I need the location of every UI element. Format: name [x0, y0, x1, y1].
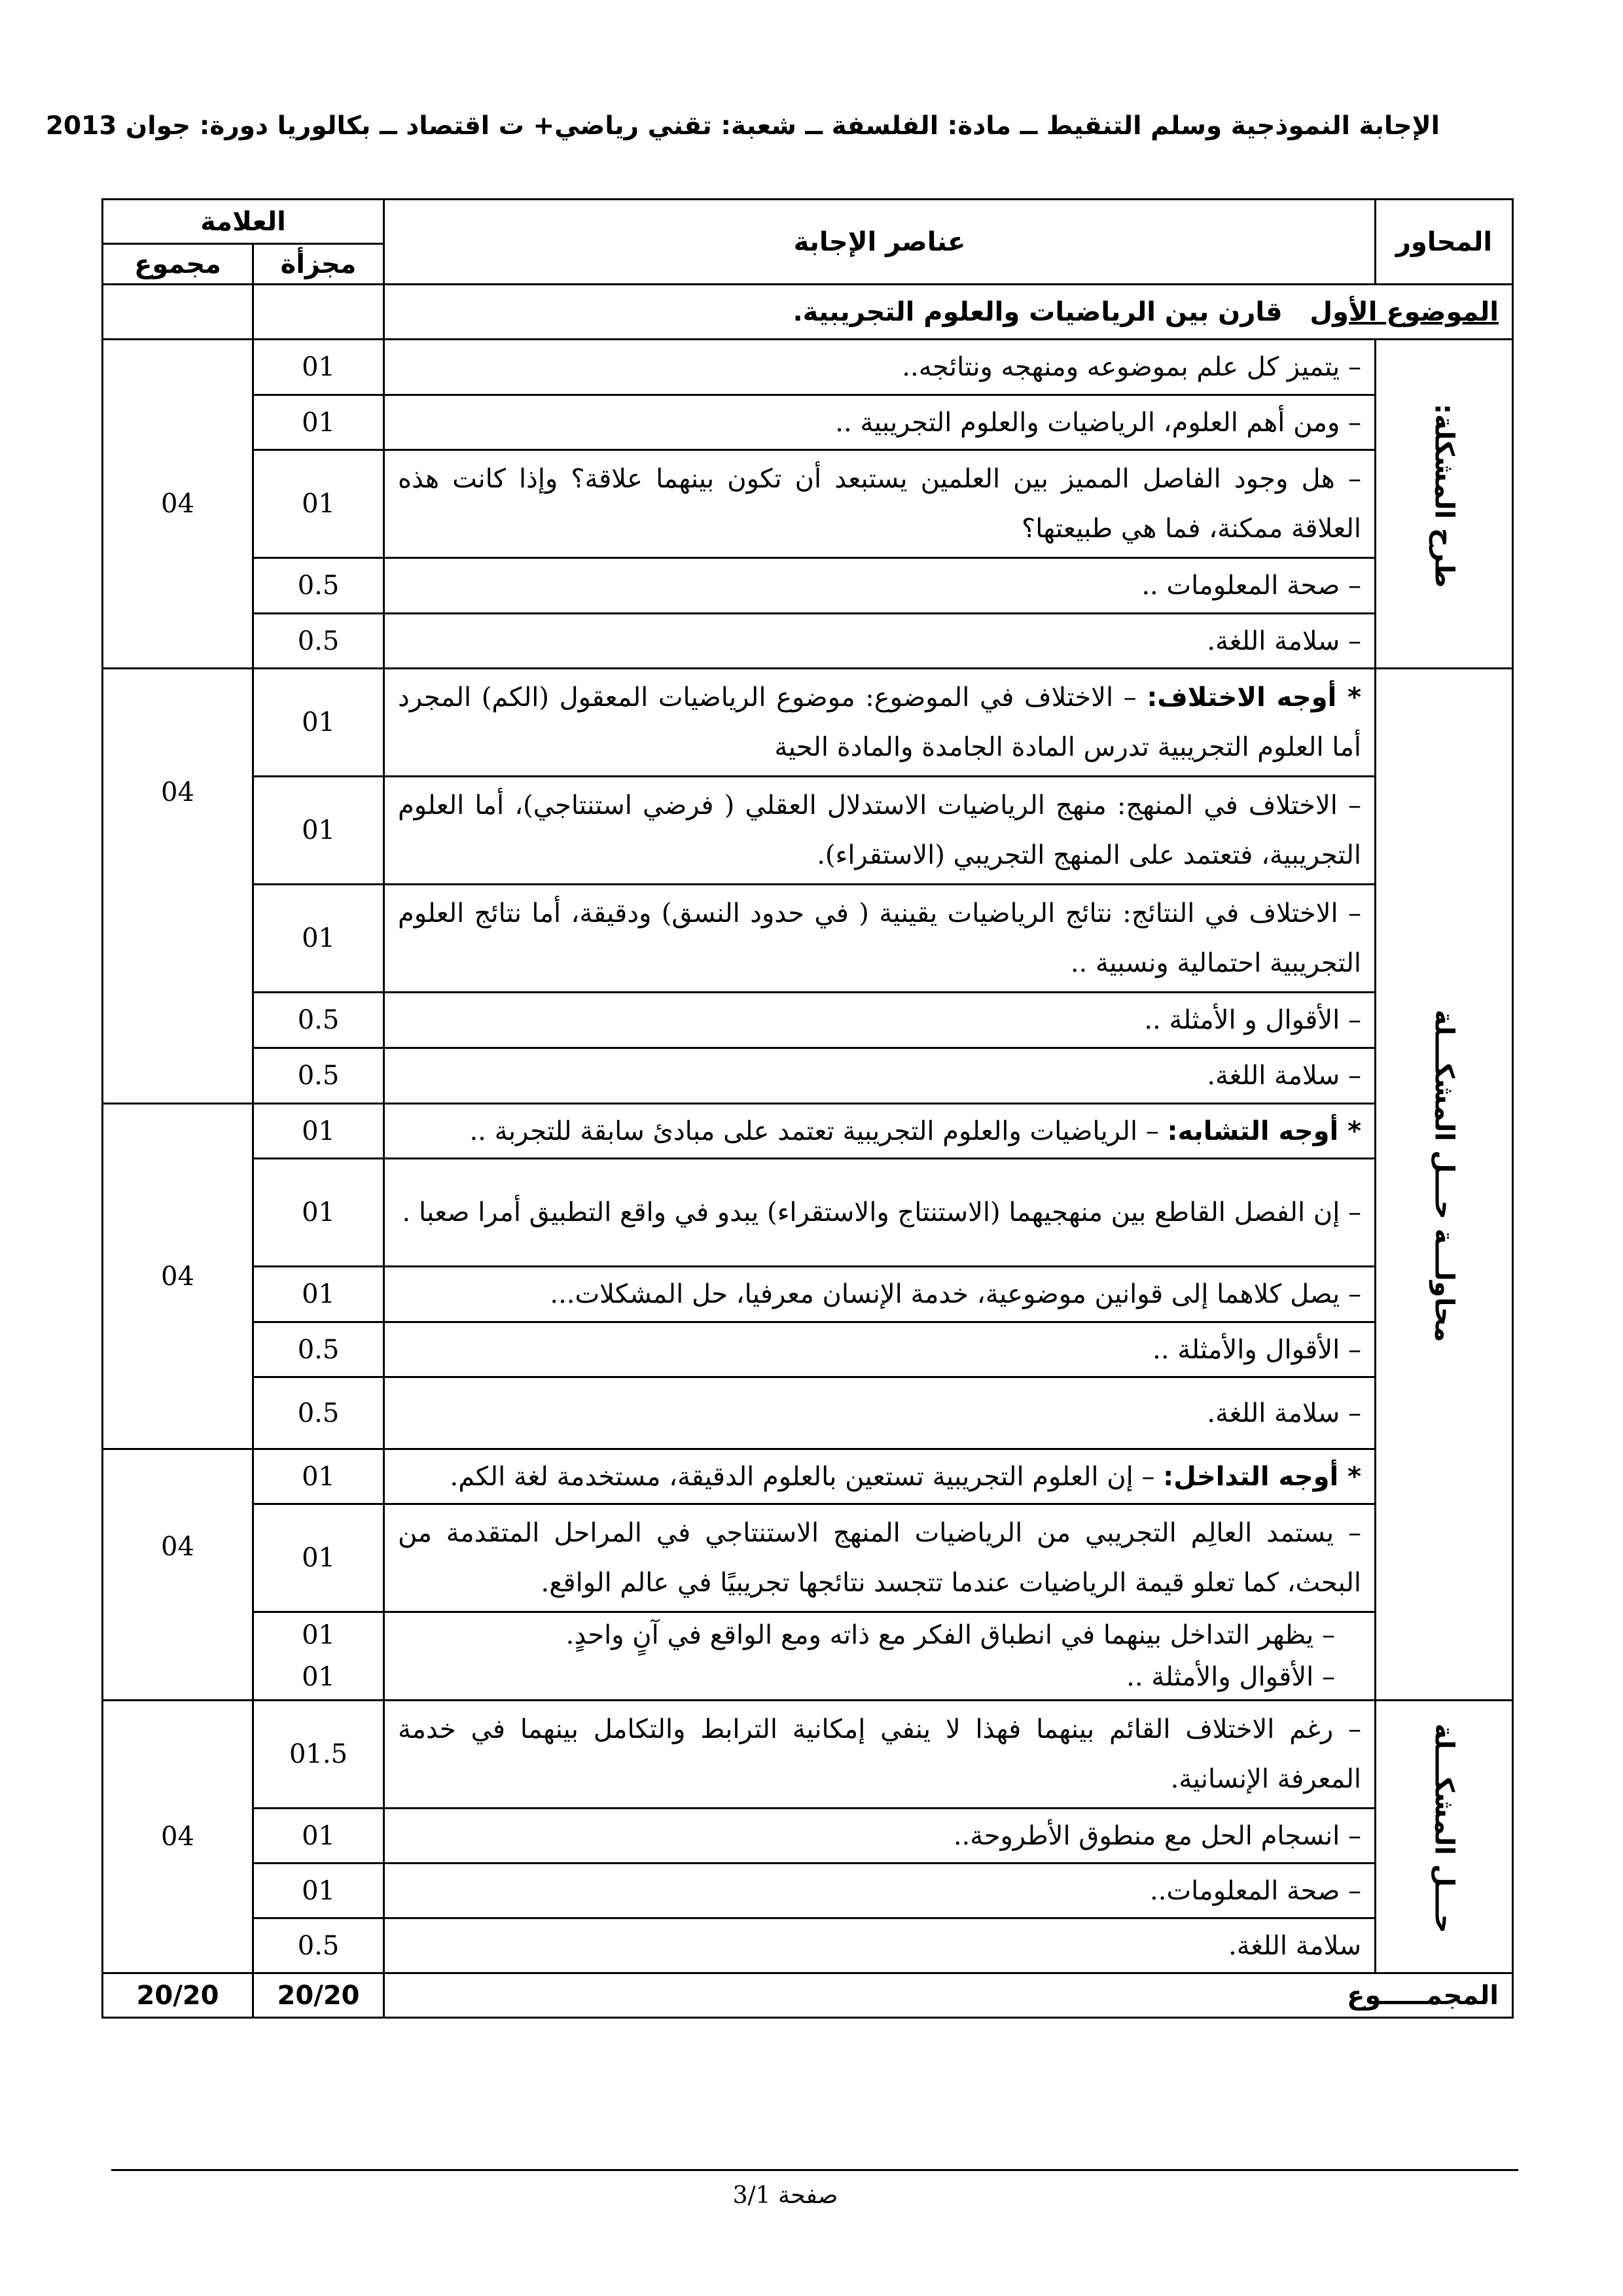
s2-text-5: – سلامة اللغة.: [384, 1048, 1376, 1104]
page-title: الإجابة النموذجية وسلم التنقيط ــ مادة: الفلسفة ــ شعبة: تقني رياضي+ ت اقتصاد ــ بكالوريا دورة: جوان 2013: [45, 111, 1440, 141]
s2-row-4: [103, 993, 1513, 1048]
s5-row-1: [103, 1701, 1513, 1809]
s4-grade-3: [253, 1612, 384, 1701]
s4-row-3: [103, 1612, 1513, 1701]
s2-grade-4: 0.5: [253, 993, 384, 1048]
s3-row-1: [103, 1104, 1513, 1159]
s2-text-1-body: – الاختلاف في الموضوع: موضوع الرياضيات المعقول (الكم) المجرد أما العلوم التجريبية تدرس المادة الجامدة والمادة الحية: [398, 682, 1362, 762]
s2-total: 04: [103, 669, 253, 1104]
axis-problem-statement: طرح المشكلة:: [1376, 340, 1513, 669]
topic-cell: [384, 285, 1513, 340]
s5-grade-3: 01: [253, 1863, 384, 1918]
s4-grade-1: 01: [253, 1449, 384, 1504]
footer-divider: [111, 2169, 1518, 2171]
s3-text-2: – إن الفصل القاطع بين منهجيهما (الاستنتاج والاستقراء) يبدو في واقع التطبيق أمرا صعبا .: [384, 1159, 1376, 1267]
s3-text-1: [384, 1104, 1376, 1159]
total-label: المجمـــــوع: [384, 1973, 1513, 2018]
topic-row: [103, 285, 1513, 340]
s5-text-1: – رغم الاختلاف القائم بينهما فهذا لا ينفي إمكانية الترابط والتكامل بينهما في خدمة المعرفة الإنسانية.: [384, 1701, 1376, 1809]
s2-grade-5: 0.5: [253, 1048, 384, 1104]
header-grade: العلامة: [103, 200, 384, 244]
s1-grade-1: 01: [253, 340, 384, 395]
s3-grade-3: 01: [253, 1267, 384, 1322]
s2-row-3: [103, 885, 1513, 993]
s5-row-4: [103, 1918, 1513, 1973]
s1-text-2: – ومن أهم العلوم، الرياضيات والعلوم التجريبية ..: [384, 395, 1376, 450]
s2-text-1: [384, 669, 1376, 777]
s5-text-3: – صحة المعلومات..: [384, 1863, 1376, 1918]
s4-text-2: – يستمد العالِم التجريبي من الرياضيات المنهج الاستنتاجي في المراحل المتقدمة من البحث، كما تعلو قيمة الرياضيات عندما تتجسد نتائجها تجريبيًا في عالم الواقع.: [384, 1504, 1376, 1612]
s5-grade-4: 0.5: [253, 1918, 384, 1973]
s3-grade-1: 01: [253, 1104, 384, 1159]
s1-row-4: [103, 558, 1513, 614]
s3-row-3: [103, 1267, 1513, 1322]
topic-text: قارن بين الرياضيات والعلوم التجريبية.: [793, 296, 1283, 327]
s2-grade-2: 01: [253, 777, 384, 885]
s1-grade-3: 01: [253, 450, 384, 558]
s5-grade-2: 01: [253, 1809, 384, 1863]
page-number: صفحة 3/1: [732, 2182, 838, 2209]
topic-label: الموضوع الأول: [1310, 296, 1499, 327]
s3-grade-2: 01: [253, 1159, 384, 1267]
s4-grade-3a: 01: [302, 1620, 335, 1650]
s1-row-5: [103, 614, 1513, 669]
header-partial: مجزأة: [253, 244, 384, 285]
s2-text-2: – الاختلاف في المنهج: منهج الرياضيات الاستدلال العقلي ( فرضي استنتاجي)، أما العلوم التجريبية، فتعتمد على المنهج التجريبي (الاستقراء).: [384, 777, 1376, 885]
s1-total: 04: [103, 340, 253, 669]
s1-row-2: [103, 395, 1513, 450]
s3-row-5: [103, 1377, 1513, 1449]
total-partial: 20/20: [253, 1973, 384, 2018]
s3-grade-4: 0.5: [253, 1322, 384, 1377]
s3-head: * أوجه التشابه:: [1167, 1116, 1362, 1146]
s4-row-2: [103, 1504, 1513, 1612]
s1-row-3: [103, 450, 1513, 558]
s4-grade-3b: 01: [302, 1662, 335, 1692]
s4-text-3a: – يظهر التداخل بينهما في انطباق الفكر مع ذاته ومع الواقع في آنٍ واحدٍ.: [565, 1620, 1336, 1650]
s1-text-5: – سلامة اللغة.: [384, 614, 1376, 669]
s5-text-4: سلامة اللغة.: [384, 1918, 1376, 1973]
s3-row-2: [103, 1159, 1513, 1267]
s4-grade-2: 01: [253, 1504, 384, 1612]
s2-text-4: – الأقوال و الأمثلة ..: [384, 993, 1376, 1048]
s2-text-3: – الاختلاف في النتائج: نتائج الرياضيات يقينية ( في حدود النسق) ودقيقة، أما نتائج العلوم التجريبية احتمالية ونسبية ..: [384, 885, 1376, 993]
s3-row-4: [103, 1322, 1513, 1377]
header-elements: عناصر الإجابة: [384, 200, 1376, 285]
s2-grade-1: 01: [253, 669, 384, 777]
s1-text-3: – هل وجود الفاصل المميز بين العلمين يستبعد أن تكون بينهما علاقة؟ وإذا كانت هذه العلاقة ممكنة، فما هي طبيعتها؟: [384, 450, 1376, 558]
s3-grade-5: 0.5: [253, 1377, 384, 1449]
s3-text-4: – الأقوال والأمثلة ..: [384, 1322, 1376, 1377]
s4-text-3: [384, 1612, 1376, 1701]
s2-grade-3: 01: [253, 885, 384, 993]
s5-row-2: [103, 1809, 1513, 1863]
s1-grade-5: 0.5: [253, 614, 384, 669]
s3-text-1-body: – الرياضيات والعلوم التجريبية تعتمد على مبادئ سابقة للتجربة ..: [469, 1116, 1168, 1146]
header-row-1: [103, 200, 1513, 244]
s4-text-1: [384, 1449, 1376, 1504]
s1-text-4: – صحة المعلومات ..: [384, 558, 1376, 614]
s1-grade-2: 01: [253, 395, 384, 450]
s4-head: * أوجه التداخل:: [1163, 1461, 1362, 1492]
grading-table: [101, 198, 1514, 2019]
total-row: [103, 1973, 1513, 2018]
topic-partial: [253, 285, 384, 340]
s1-row-1: [103, 340, 1513, 395]
s4-text-1-body: – إن العلوم التجريبية تستعين بالعلوم الدقيقة، مستخدمة لغة الكم.: [450, 1461, 1164, 1492]
axis-solution: حـــل المشكـــلة: [1376, 1701, 1513, 1973]
s5-grade-1: 01.5: [253, 1701, 384, 1809]
s2-row-5: [103, 1048, 1513, 1104]
s4-row-1: [103, 1449, 1513, 1504]
s2-row-1: [103, 669, 1513, 777]
s3-text-3: – يصل كلاهما إلى قوانين موضوعية، خدمة الإنسان معرفيا، حل المشكلات...: [384, 1267, 1376, 1322]
total-sum: 20/20: [103, 1973, 253, 2018]
s4-text-3b: – الأقوال والأمثلة ..: [1126, 1662, 1336, 1692]
s2-row-2: [103, 777, 1513, 885]
s5-total: 04: [103, 1701, 253, 1973]
s5-row-3: [103, 1863, 1513, 1918]
header-axes: المحاور: [1376, 200, 1513, 285]
s1-grade-4: 0.5: [253, 558, 384, 614]
topic-total: [103, 285, 253, 340]
s2-head: * أوجه الاختلاف:: [1147, 682, 1362, 713]
s5-text-2: – انسجام الحل مع منطوق الأطروحة..: [384, 1809, 1376, 1863]
header-total: مجموع: [103, 244, 253, 285]
s3-total: 04: [103, 1104, 253, 1449]
s4-total: 04: [103, 1449, 253, 1701]
s3-text-5: – سلامة اللغة.: [384, 1377, 1376, 1449]
axis-solution-attempt: محاولـــة حـــل المشكـــلة: [1376, 669, 1513, 1701]
s1-text-1: – يتميز كل علم بموضوعه ومنهجه ونتائجه..: [384, 340, 1376, 395]
